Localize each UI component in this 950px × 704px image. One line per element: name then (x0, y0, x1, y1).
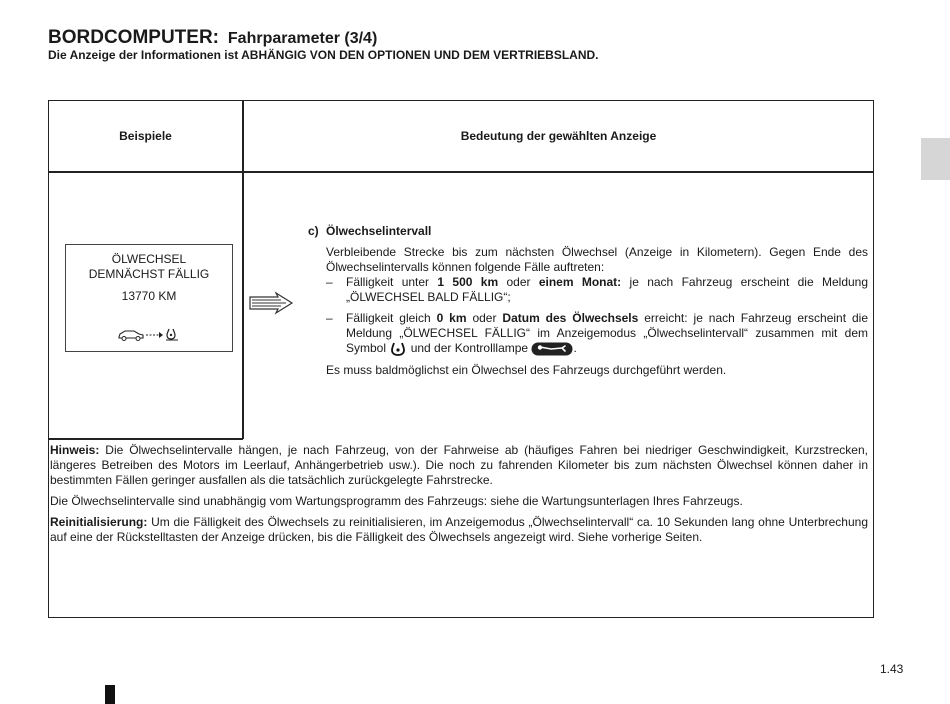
display-km: 13770 KM (121, 289, 177, 303)
column-divider (242, 100, 244, 439)
header-divider (48, 171, 874, 173)
section-tab-marker (921, 138, 950, 180)
print-marker (105, 685, 115, 704)
meaning-content (308, 224, 868, 378)
bullet-1: – Fälligkeit unter 1 500 km oder einem Monat: je nach Fahrzeug erscheint die Meldung „ÖLWECHSEL BALD FÄLLIG“; (326, 275, 869, 304)
section-label: c) (308, 224, 319, 238)
col-header-meaning: Bedeutung der gewählten Anzeige (460, 129, 657, 143)
page-title (48, 14, 377, 51)
hint-paragraph: Hinweis: Die Ölwechselintervalle hängen, je nach Fahrzeug, von der Fahrweise ab (häufiges Fahren bei niedriger Geschwindigkeit, Kurzstrecken, längeres Betreiben des Motors im Leerlauf, Anhängerbetrieb usw.). Die noch zu fahrenden Kilometer bis zum nächsten Ölwechsel können daher in bestimmten Fällen geringer ausfallen als die tatsächlich zurückgelegte Fahrstrecke. (50, 443, 868, 487)
closing-text: Es muss baldmöglichst ein Ölwechsel des Fahrzeugs durchgeführt werden. (326, 363, 727, 377)
page-number: 1.43 (880, 662, 904, 676)
section-heading (308, 224, 868, 239)
car-to-oil-can-icon (116, 325, 186, 343)
examples-bottom-divider (48, 438, 243, 440)
section-title: Ölwechselintervall (326, 224, 432, 238)
reset-paragraph: Reinitialisierung: Um die Fälligkeit des Ölwechsels zu reinitialisieren, im Anzeigemodus „Ölwechselintervall“ ca. 10 Sekunden lang ohne Unterbrechung auf eine der Rückstelltasten der Anzeige drücken, bis die Fälligkeit des Ölwechsels angezeigt wird. Siehe vorherige Seiten. (50, 515, 868, 544)
display-line1: ÖLWECHSEL (111, 252, 187, 266)
title-sub: Fahrparameter (3/4) (227, 30, 378, 47)
maintenance-paragraph: Die Ölwechselintervalle sind unabhängig vom Wartungsprogramm des Fahrzeugs: siehe die Wartungsunterlagen Ihres Fahrzeugs. (50, 494, 743, 508)
col-header-examples: Beispiele (119, 129, 172, 143)
oil-can-icon (389, 341, 407, 357)
page-subtitle: Die Anzeige der Informationen ist ABHÄNGIG VON DEN OPTIONEN UND DEM VERTRIEBSLAND. (48, 48, 599, 62)
title-main: BORDCOMPUTER: (48, 27, 219, 48)
notes-section (50, 443, 868, 551)
bullet-2: – Fälligkeit gleich 0 km oder Datum des Ölwechsels erreicht: je nach Fahrzeug erscheint die Meldung „ÖLWECHSEL FÄLLIG“ im Anzeigemodus „Ölwechselintervall“ zusammen mit dem Symbol und der Kontrolllampe . (326, 311, 869, 356)
display-example (65, 244, 233, 352)
intro-text: Verbleibende Strecke bis zum nächsten Ölwechsel (Anzeige in Kilometern). Gegen Ende des Ölwechselintervalls können folgende Fälle auftreten: (326, 245, 868, 274)
display-line2: DEMNÄCHST FÄLLIG (88, 267, 210, 281)
wrench-warning-lamp-icon (531, 342, 573, 356)
double-outline-arrow-icon (248, 291, 296, 315)
